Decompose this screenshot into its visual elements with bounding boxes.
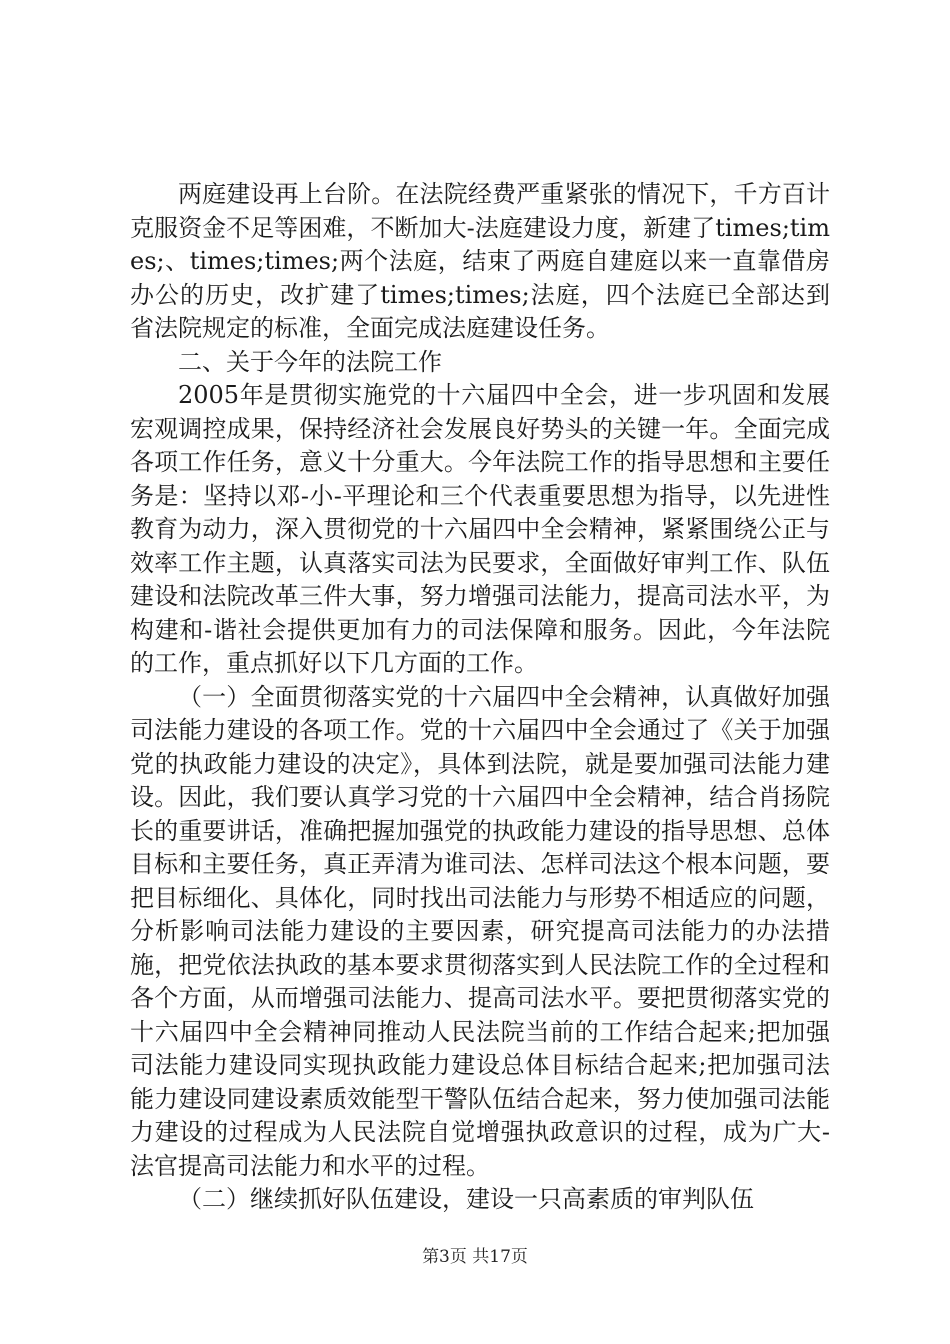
paragraph-judicial-capacity: （一）全面贯彻落实党的十六届四中全会精神，认真做好加强司法能力建设的各项工作。党的十六届四中全会通过了《关于加强党的执政能力建设的决定》，具体到法院，就是要加强司法能力建设。因此，我们要认真学习党的十六届四中全会精神，结合肖扬院长的重要讲话，准确把握加强党的执政能力建设的指导思想、总体目标和主要任务，真正弄清为谁司法、怎样司法这个根本问题，要把目标细化、具体化，同时找出司法能力与形势不相适应的问题，分析影响司法能力建设的主要因素，研究提高司法能力的办法措施，把党依法执政的基本要求贯彻落实到人民法院工作的全过程和各个方面，从而增强司法能力、提高司法水平。要把贯彻落实党的十六届四中全会精神同推动人民法院当前的工作结合起来;把加强司法能力建设同实现执政能力建设总体目标结合起来;把加强司法能力建设同建设素质效能型干警队伍结合起来，努力使加强司法能力建设的过程成为人民法院自觉增强执政意识的过程，成为广大-法官提高司法能力和水平的过程。 (130, 682, 830, 1180)
paragraph-team-building: （二）继续抓好队伍建设，建设一只高素质的审判队伍 (178, 1185, 754, 1213)
paragraph-2005-guiding-thought: 2005年是贯彻实施党的十六届四中全会，进一步巩固和发展宏观调控成果，保持经济社会发展良好势头的关键一年。全面完成各项工作任务，意义十分重大。今年法院工作的指导思想和主要任务是：坚持以邓-小-平理论和三个代表重要思想为指导，以先进性教育为动力，深入贯彻党的十六届四中全会精神，紧紧围绕公正与效率工作主题，认真落实司法为民要求，全面做好审判工作、队伍建设和法院改革三件大事，努力增强司法能力，提高司法水平，为构建和-谐社会提供更加有力的司法保障和服务。因此，今年法院的工作，重点抓好以下几方面的工作。 (130, 381, 830, 677)
paragraph-court-construction: 两庭建设再上台阶。在法院经费严重紧张的情况下，千方百计克服资金不足等困难，不断加大-法庭建设力度，新建了times;times;、times;times;两个法庭，结束了两庭自建庭以来一直靠借房办公的历史，改扩建了times;times;法庭，四个法庭已全部达到省法院规定的标准，全面完成法庭建设任务。 (130, 180, 830, 342)
section-heading-this-year-work: 二、关于今年的法院工作 (178, 347, 442, 376)
document-body (130, 178, 830, 1217)
page-number-footer: 第3页 共17页 (422, 1247, 528, 1267)
